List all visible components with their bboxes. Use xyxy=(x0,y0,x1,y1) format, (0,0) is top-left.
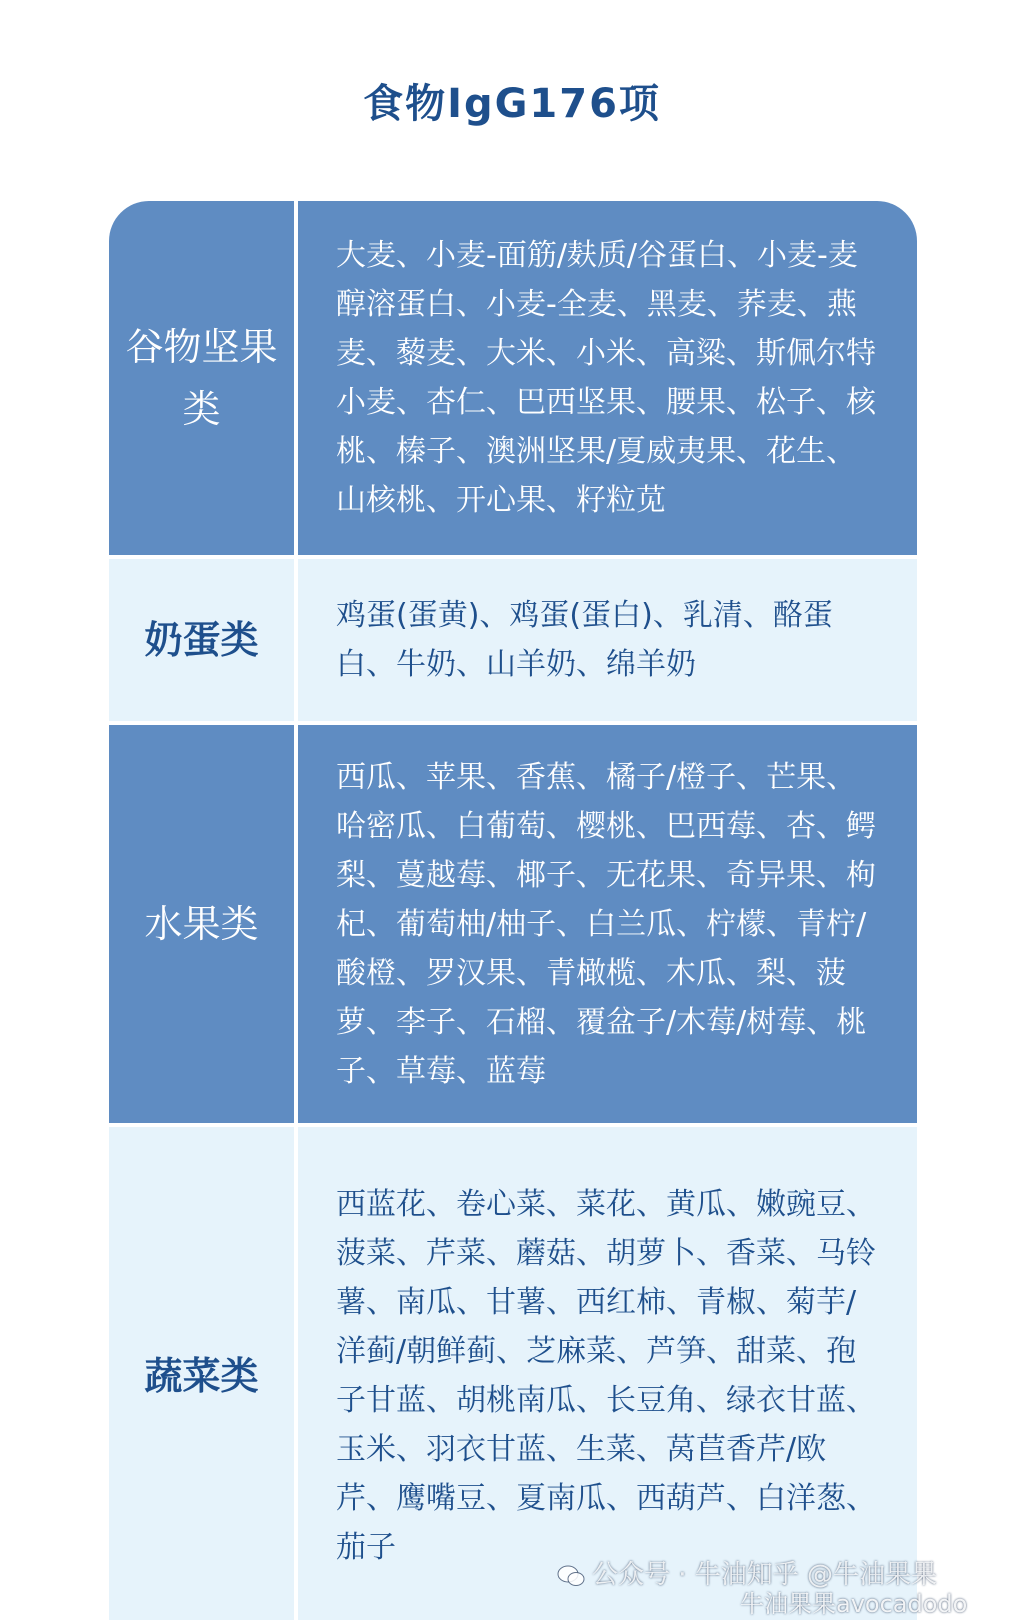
items-cell: 大麦、小麦-面筋/麸质/谷蛋白、小麦-麦醇溶蛋白、小麦-全麦、黑麦、荞麦、燕麦、藜麦、大米、小米、高粱、斯佩尔特小麦、杏仁、巴西坚果、腰果、松子、核桃、榛子、澳洲坚果/夏威夷果、花生、山核桃、开心果、籽粒苋 xyxy=(336,238,876,518)
table-row xyxy=(109,201,917,555)
category-cell: 水果类 xyxy=(144,902,259,946)
page-title: 食物IgG176项 xyxy=(363,81,661,127)
category-cell: 蔬菜类 xyxy=(144,1353,259,1398)
category-cell: 谷物坚果类 xyxy=(125,325,278,431)
table-row xyxy=(109,725,917,1123)
items-cell: 西瓜、苹果、香蕉、橘子/橙子、芒果、哈密瓜、白葡萄、樱桃、巴西莓、杏、鳄梨、蔓越莓、椰子、无花果、奇异果、枸杞、葡萄柚/柚子、白兰瓜、柠檬、青柠/酸橙、罗汉果、青橄榄、木瓜、梨、菠萝、李子、石榴、覆盆子/木莓/树莓、桃子、草莓、蓝莓 xyxy=(336,759,876,1089)
watermark-wechat xyxy=(556,1560,937,1590)
items-cell: 西蓝花、卷心菜、菜花、黄瓜、嫩豌豆、菠菜、芹菜、蘑菇、胡萝卜、香菜、马铃薯、南瓜、甘薯、西红柿、青椒、菊芋/洋蓟/朝鲜蓟、芝麻菜、芦笋、甜菜、孢子甘蓝、胡桃南瓜、长豆角、绿衣甘蓝、玉米、羽衣甘蓝、生菜、莴苣香芹/欧芹、鹰嘴豆、夏南瓜、西葫芦、白洋葱、茄子 xyxy=(336,1186,876,1565)
wechat-icon xyxy=(556,1564,586,1588)
table-row xyxy=(109,1127,917,1620)
watermark-weibo: 牛油果果avocadodo xyxy=(740,1590,968,1618)
watermark-text: 公众号 · 牛油知乎 @牛油果果 xyxy=(592,1560,938,1590)
items-cell: 鸡蛋(蛋黄)、鸡蛋(蛋白)、乳清、酪蛋白、牛奶、山羊奶、绵羊奶 xyxy=(336,598,833,682)
table-row xyxy=(109,559,917,721)
food-table xyxy=(109,201,917,1620)
category-cell: 奶蛋类 xyxy=(144,618,259,662)
